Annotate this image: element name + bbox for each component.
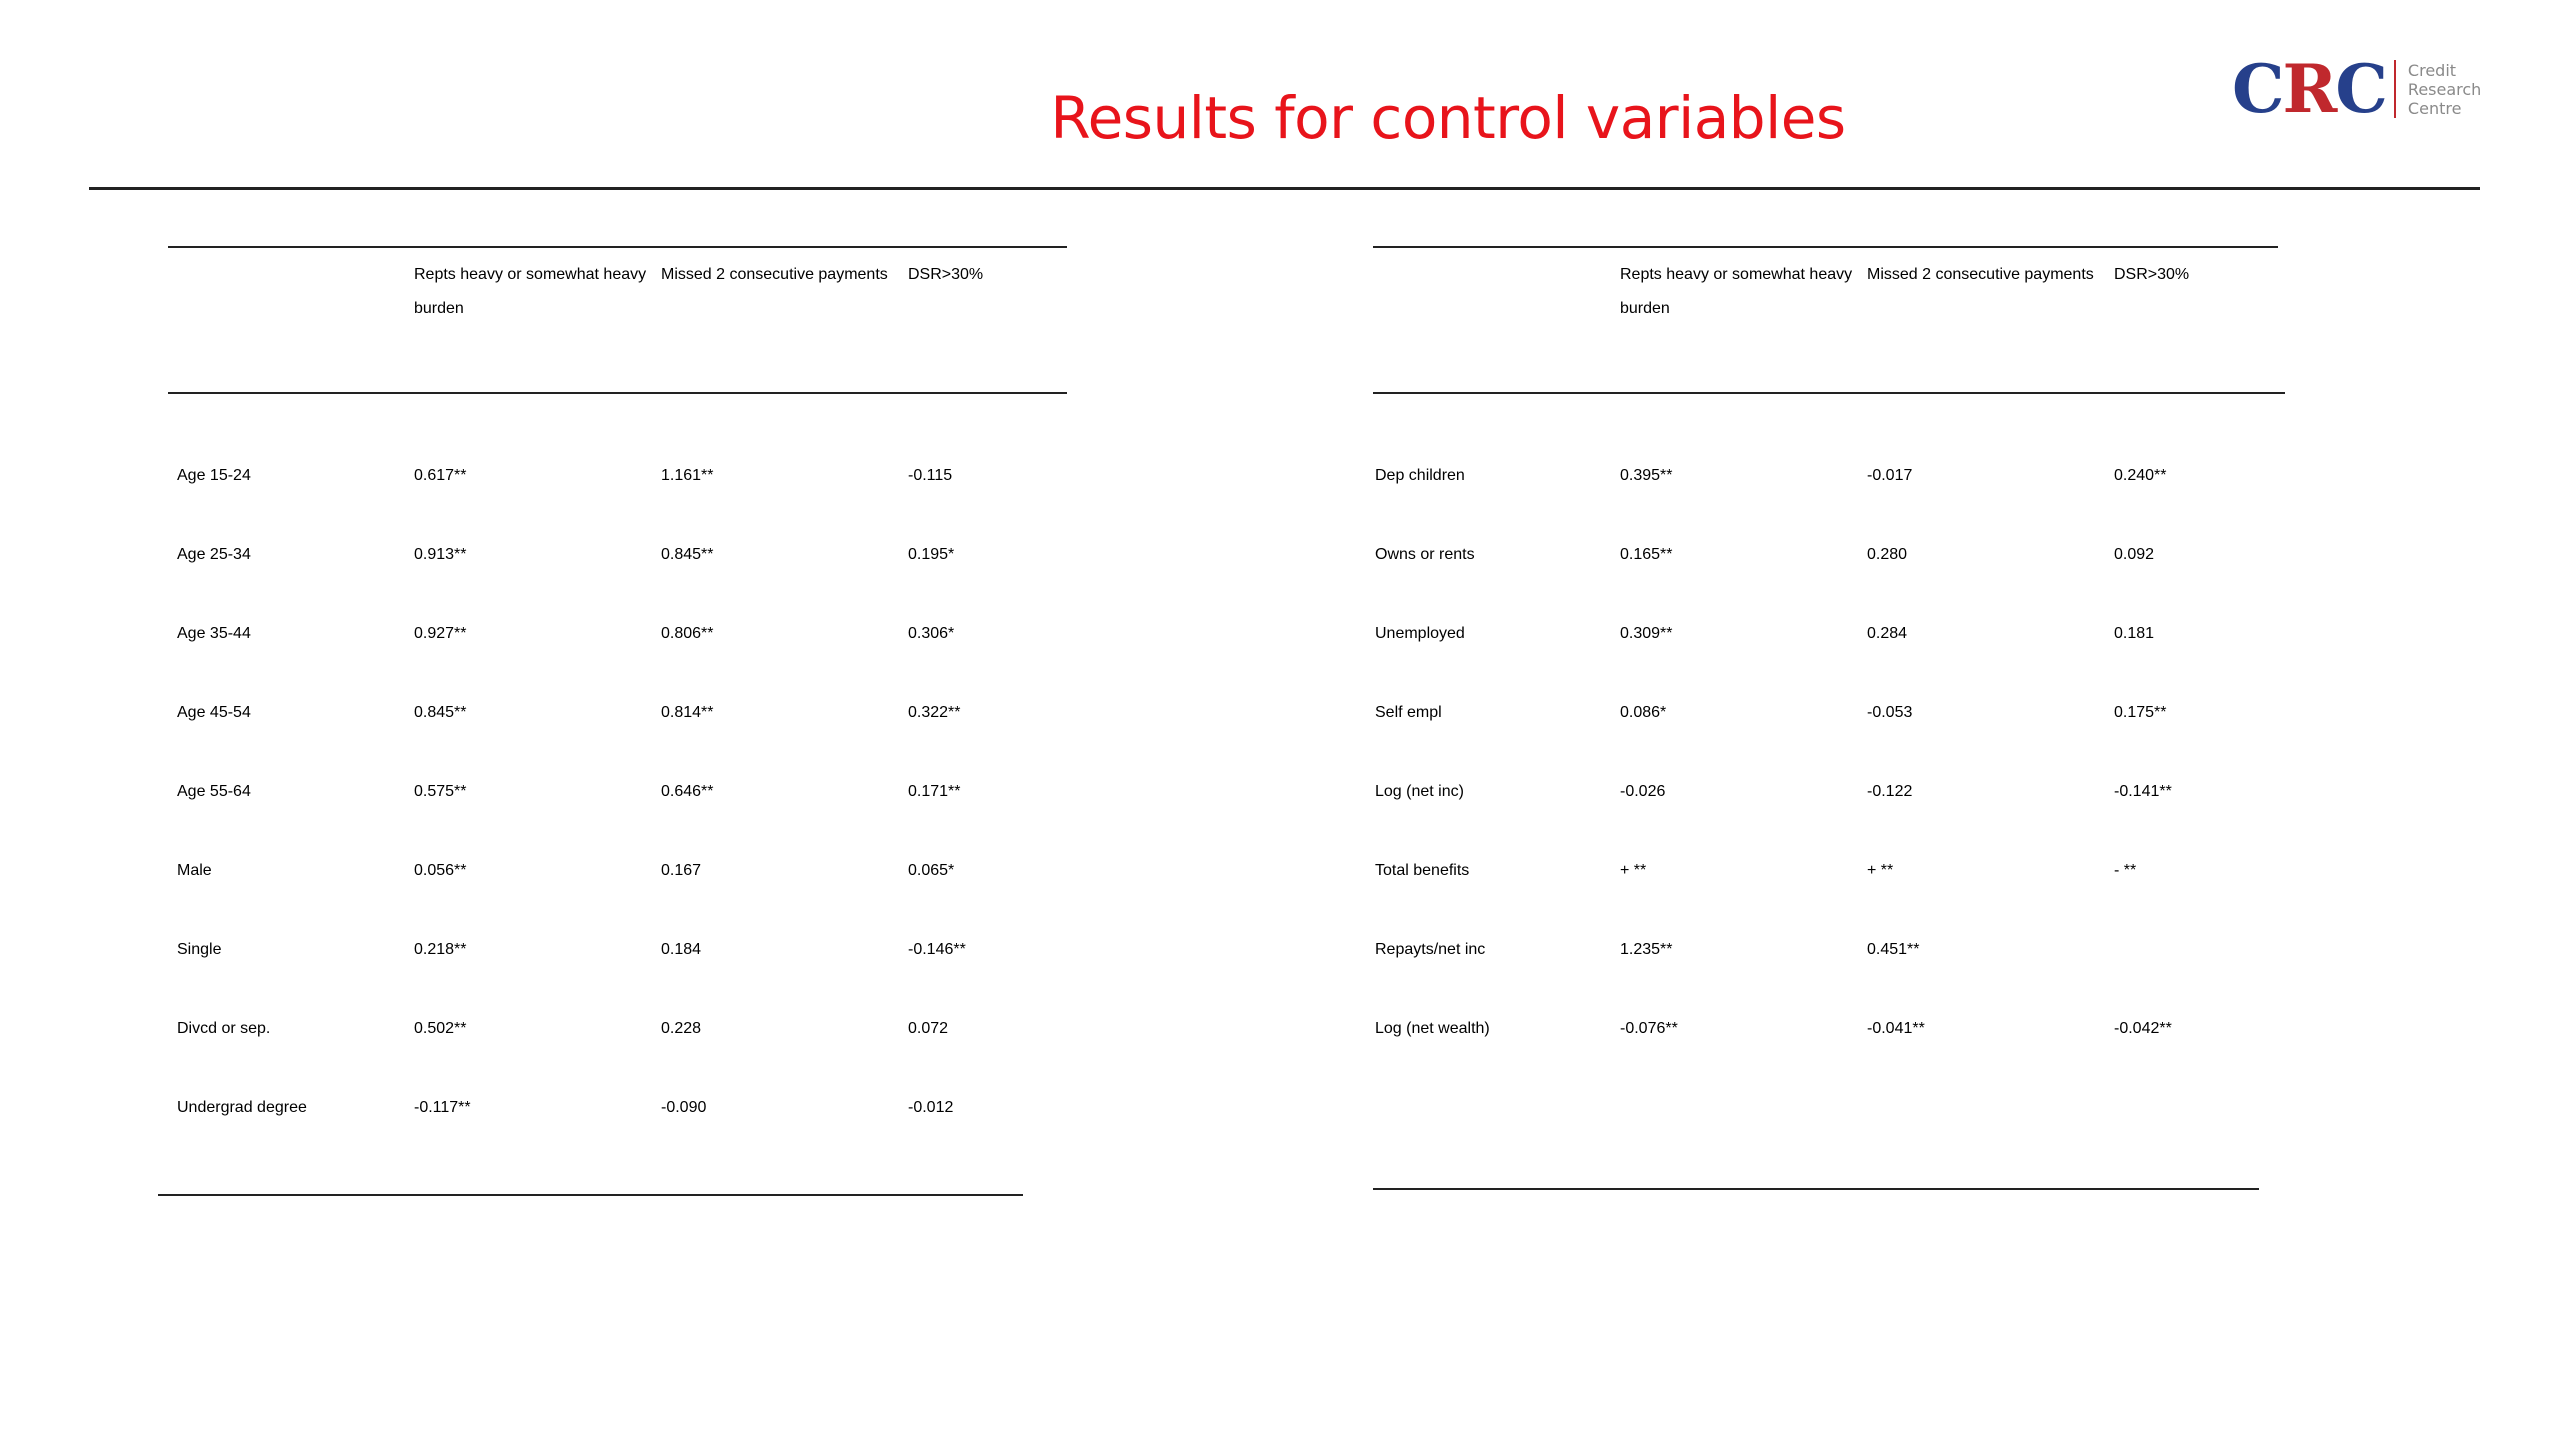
table-cell: 0.927** <box>414 625 467 642</box>
column-header: Missed 2 consecutive payments <box>661 266 888 283</box>
table-cell: + ** <box>1620 862 1647 879</box>
row-label: Single <box>177 941 222 958</box>
table-cell: 0.306* <box>908 625 955 642</box>
table-cell: 0.575** <box>414 783 467 800</box>
table-cell: 0.309** <box>1620 625 1673 642</box>
row-label: Undergrad degree <box>177 1099 307 1116</box>
column-header: Repts heavy or somewhat heavy burden <box>1620 266 1853 317</box>
table-cell: 0.240** <box>2114 467 2167 484</box>
crc-logo <box>2232 50 2482 128</box>
logo-text: Credit Research Centre <box>2407 60 2482 118</box>
table-cell: + ** <box>1867 862 1894 879</box>
table-cell: 0.218** <box>414 941 467 958</box>
table-bottom-rule <box>1373 1188 2259 1190</box>
table-cell: 0.228 <box>661 1020 702 1037</box>
table-cell: 0.181 <box>2114 625 2155 642</box>
table-cell: 0.171** <box>908 783 961 800</box>
table-cell: 0.617** <box>414 467 467 484</box>
row-label: Divcd or sep. <box>177 1020 271 1037</box>
row-label: Unemployed <box>1375 625 1465 642</box>
table-cell: -0.053 <box>1867 704 1913 721</box>
row-label: Log (net inc) <box>1375 783 1464 800</box>
column-header: DSR>30% <box>2114 266 2190 283</box>
table-cell: 0.913** <box>414 546 467 563</box>
row-label: Self empl <box>1375 704 1442 721</box>
table-cell: 0.284 <box>1867 625 1908 642</box>
table-cell: -0.076** <box>1620 1020 1678 1037</box>
table-cell: 0.845** <box>414 704 467 721</box>
row-label: Age 45-54 <box>177 704 251 721</box>
row-label: Age 35-44 <box>177 625 251 642</box>
table-cell: 0.165** <box>1620 546 1673 563</box>
table-cell: 1.235** <box>1620 941 1673 958</box>
table-cell: 0.072 <box>908 1020 949 1037</box>
table-cell: 0.814** <box>661 704 714 721</box>
table-cell: -0.026 <box>1620 783 1666 800</box>
column-header: Missed 2 consecutive payments <box>1867 266 2094 283</box>
table-cell: 0.175** <box>2114 704 2167 721</box>
row-label: Dep children <box>1375 467 1465 484</box>
column-header: DSR>30% <box>908 266 984 283</box>
table-cell: 0.086* <box>1620 704 1667 721</box>
row-label: Owns or rents <box>1375 546 1475 563</box>
row-label: Male <box>177 862 212 879</box>
table-cell: 0.395** <box>1620 467 1673 484</box>
row-label: Repayts/net inc <box>1375 941 1486 958</box>
table-cell: 1.161** <box>661 467 714 484</box>
header-bottom-rule <box>168 392 1067 394</box>
row-label: Log (net wealth) <box>1375 1020 1490 1037</box>
column-header: Repts heavy or somewhat heavy burden <box>414 266 647 317</box>
table-top-rule <box>168 246 1067 248</box>
table-top-rule <box>1373 246 2278 248</box>
table-cell: 0.646** <box>661 783 714 800</box>
logo-mark: CRC <box>2232 50 2386 128</box>
table-cell: -0.122 <box>1867 783 1913 800</box>
table-cell: -0.141** <box>2114 783 2172 800</box>
table-cell: 0.806** <box>661 625 714 642</box>
table-cell: 0.451** <box>1867 941 1920 958</box>
row-label: Age 15-24 <box>177 467 251 484</box>
header-bottom-rule <box>1373 392 2285 394</box>
table-cell: 0.280 <box>1867 546 1908 563</box>
row-label: Total benefits <box>1375 862 1470 879</box>
table-cell: 0.322** <box>908 704 961 721</box>
table-cell: -0.146** <box>908 941 966 958</box>
table-cell: 0.184 <box>661 941 702 958</box>
slide-title: Results for control variables <box>1050 84 1846 152</box>
table-cell: 0.056** <box>414 862 467 879</box>
table-cell: -0.017 <box>1867 467 1913 484</box>
table-bottom-rule <box>158 1194 1023 1196</box>
table-cell: -0.117** <box>414 1099 471 1116</box>
table-cell: -0.115 <box>908 467 953 484</box>
table-cell: -0.041** <box>1867 1020 1925 1037</box>
row-label: Age 55-64 <box>177 783 251 800</box>
table-cell: - ** <box>2114 862 2137 879</box>
logo-divider <box>2394 60 2396 118</box>
title-divider <box>89 187 2480 190</box>
table-cell: 0.195* <box>908 546 955 563</box>
table-cell: 0.092 <box>2114 546 2155 563</box>
table-cell: -0.090 <box>661 1099 707 1116</box>
table-cell: -0.012 <box>908 1099 954 1116</box>
table-cell: 0.502** <box>414 1020 467 1037</box>
table-cell: 0.167 <box>661 862 702 879</box>
table-cell: 0.845** <box>661 546 714 563</box>
table-cell: -0.042** <box>2114 1020 2172 1037</box>
table-cell: 0.065* <box>908 862 955 879</box>
row-label: Age 25-34 <box>177 546 251 563</box>
